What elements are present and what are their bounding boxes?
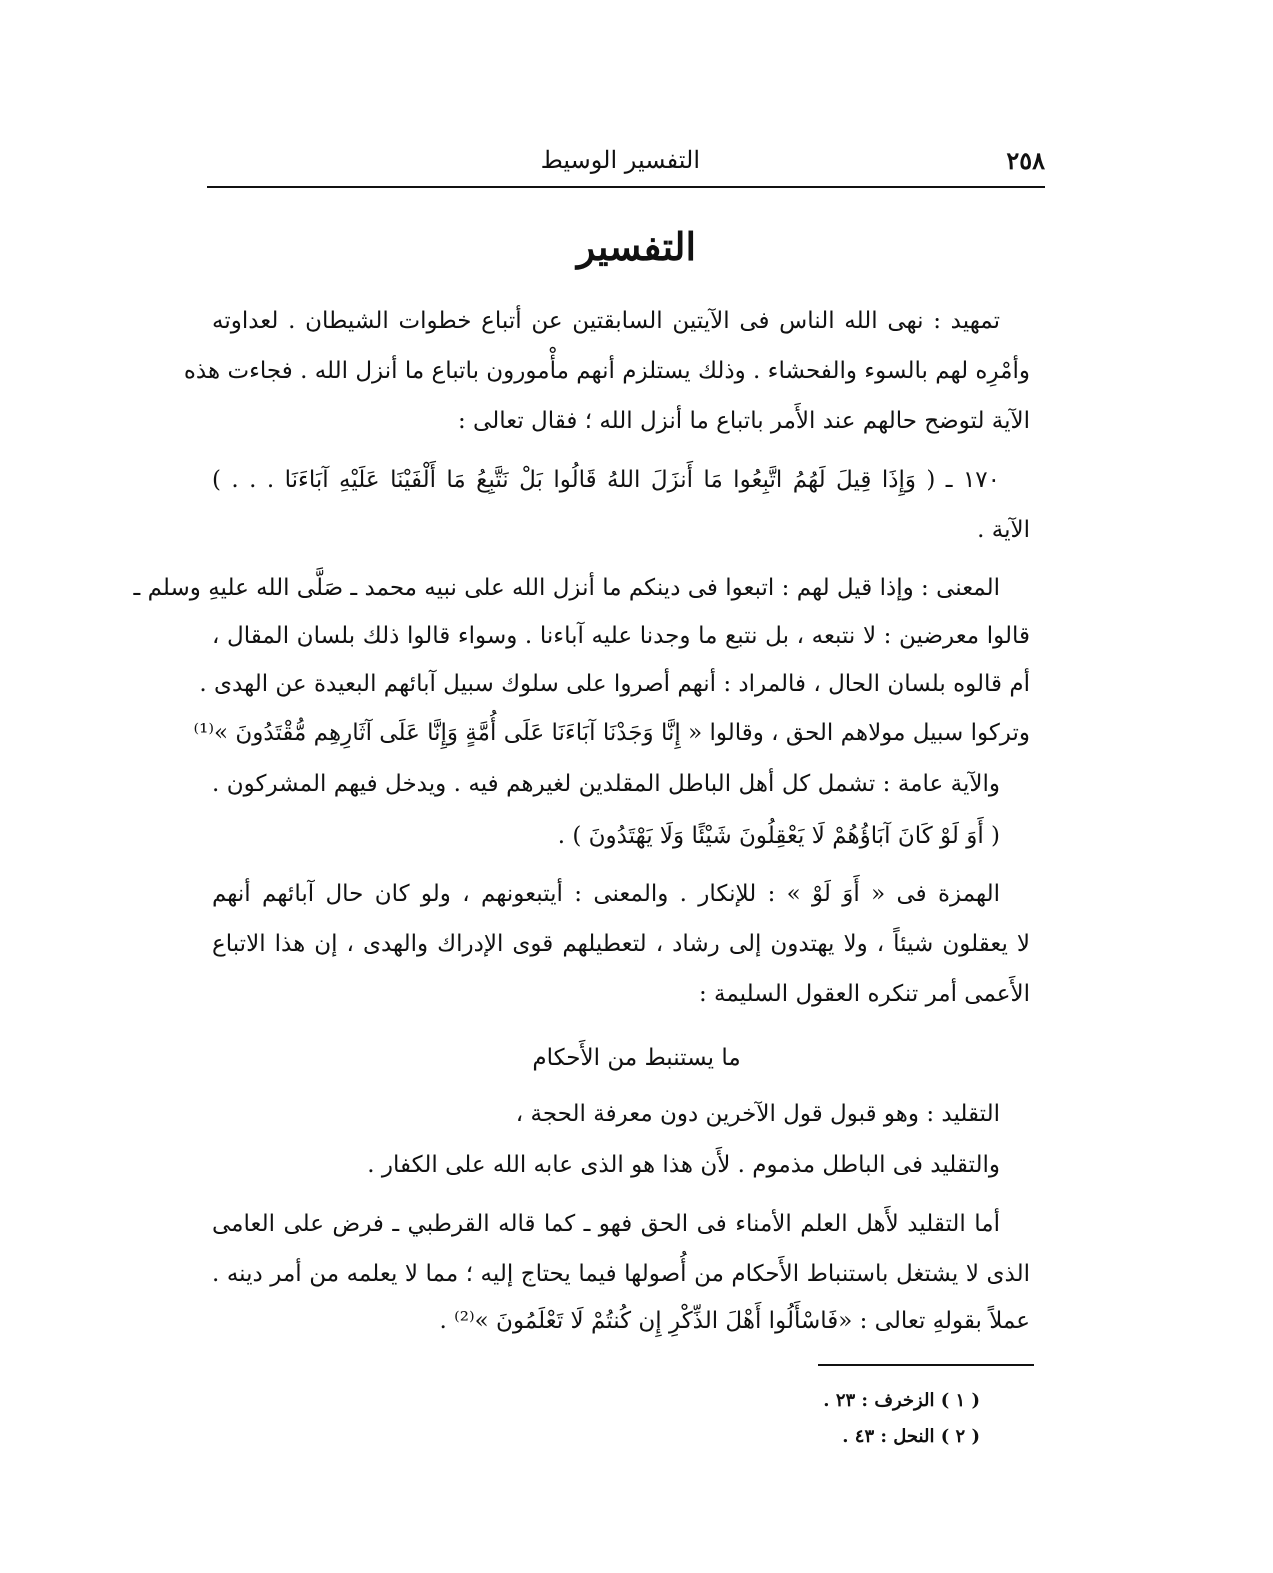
meaning-line-3: أم قالوه بلسان الحال ، فالمراد : أنهم أصروا على سلوك سبيل آبائهم البعيدة عن الهدى . xyxy=(199,671,1030,697)
intro-line-3: الآية لتوضح حالهم عند الأَمر باتباع ما أنزل الله ؛ فقال تعالى : xyxy=(457,408,1030,434)
page-header xyxy=(207,138,1045,188)
page-number: ٢٥٨ xyxy=(1006,146,1045,175)
footnote-2: ( ٢ ) النحل : ٤٣ . xyxy=(842,1426,980,1447)
rulings-line-2: والتقليد فى الباطل مذموم . لأَن هذا هو الذى عابه الله على الكفار . xyxy=(367,1152,1000,1178)
section-heading: التفسير xyxy=(576,224,697,269)
verse-170-line-2: الآية . xyxy=(977,517,1030,543)
hamza-line-3: الأَعمى أمر تنكره العقول السليمة : xyxy=(698,981,1030,1007)
meaning-line-5: والآية عامة : تشمل كل أهل الباطل المقلدين لغيرهم فيه . ويدخل فيهم المشركون . xyxy=(212,771,1000,797)
meaning-line-4: وتركوا سبيل مولاهم الحق ، وقالوا « إِنَّا وَجَدْنَا آبَاءَنَا عَلَى أُمَّةٍ وَإِنَّا عَلَى آثَارِهِم مُّقْتَدُونَ »⁽¹⁾ xyxy=(193,720,1030,746)
intro-line-2: وأمْرِه لهم بالسوء والفحشاء . وذلك يستلزم أنهم مأْمورون باتباع ما أنزل الله . فجاءت هذه xyxy=(183,358,1030,384)
meaning-line-2: قالوا معرضين : لا نتبعه ، بل نتبع ما وجدنا عليه آباءنا . وسواء قالوا ذلك بلسان المقال ، xyxy=(212,623,1030,649)
intro-line-1: تمهيد : نهى الله الناس فى الآيتين السابقتين عن أتباع خطوات الشيطان . لعداوته xyxy=(212,308,1000,334)
verse-continuation: ( أَوَ لَوْ كَانَ آبَاؤُهُمْ لَا يَعْقِلُونَ شَيْئًا وَلَا يَهْتَدُونَ ) . xyxy=(557,823,1000,849)
running-title: التفسير الوسيط xyxy=(540,146,700,174)
footnote-divider xyxy=(818,1364,1034,1366)
footnote-1: ( ١ ) الزخرف : ٢٣ . xyxy=(823,1390,980,1411)
rulings-line-1: التقليد : وهو قبول قول الآخرين دون معرفة الحجة ، xyxy=(515,1101,1000,1127)
hamza-line-2: لا يعقلون شيئاً ، ولا يهتدون إلى رشاد ، لتعطيلهم قوى الإدراك والهدى ، إن هذا الاتباع xyxy=(212,931,1030,957)
verse-170-line-1: ١٧٠ ـ ( وَإِذَا قِيلَ لَهُمُ اتَّبِعُوا مَا أَنزَلَ اللهُ قَالُوا بَلْ نَتَّبِعُ مَا أَلْفَيْنَا عَلَيْهِ آبَاءَنَا . . . ) xyxy=(212,467,1000,493)
meaning-line-1: المعنى : وإذا قيل لهم : اتبعوا فى دينكم ما أنزل الله على نبيه محمد ـ صَلَّى الله عليهِ وسلم ـ xyxy=(133,575,1000,601)
rulings-title: ما يستنبط من الأَحكام xyxy=(532,1045,741,1071)
final-line-1: أما التقليد لأَهل العلم الأمناء فى الحق فهو ـ كما قاله القرطبي ـ فرض على العامى xyxy=(212,1211,1000,1237)
final-line-2: الذى لا يشتغل باستنباط الأَحكام من أُصولها فيما يحتاج إليه ؛ مما لا يعلمه من أمر دينه . xyxy=(212,1261,1030,1287)
hamza-line-1: الهمزة فى « أَوَ لَوْ » : للإنكار . والمعنى : أيتبعونهم ، ولو كان حال آبائهم أنهم xyxy=(212,881,1000,907)
final-line-3: عملاً بقولهِ تعالى : «فَاسْأَلُوا أَهْلَ الذِّكْرِ إِن كُنتُمْ لَا تَعْلَمُونَ »⁽²⁾ . xyxy=(439,1308,1030,1334)
